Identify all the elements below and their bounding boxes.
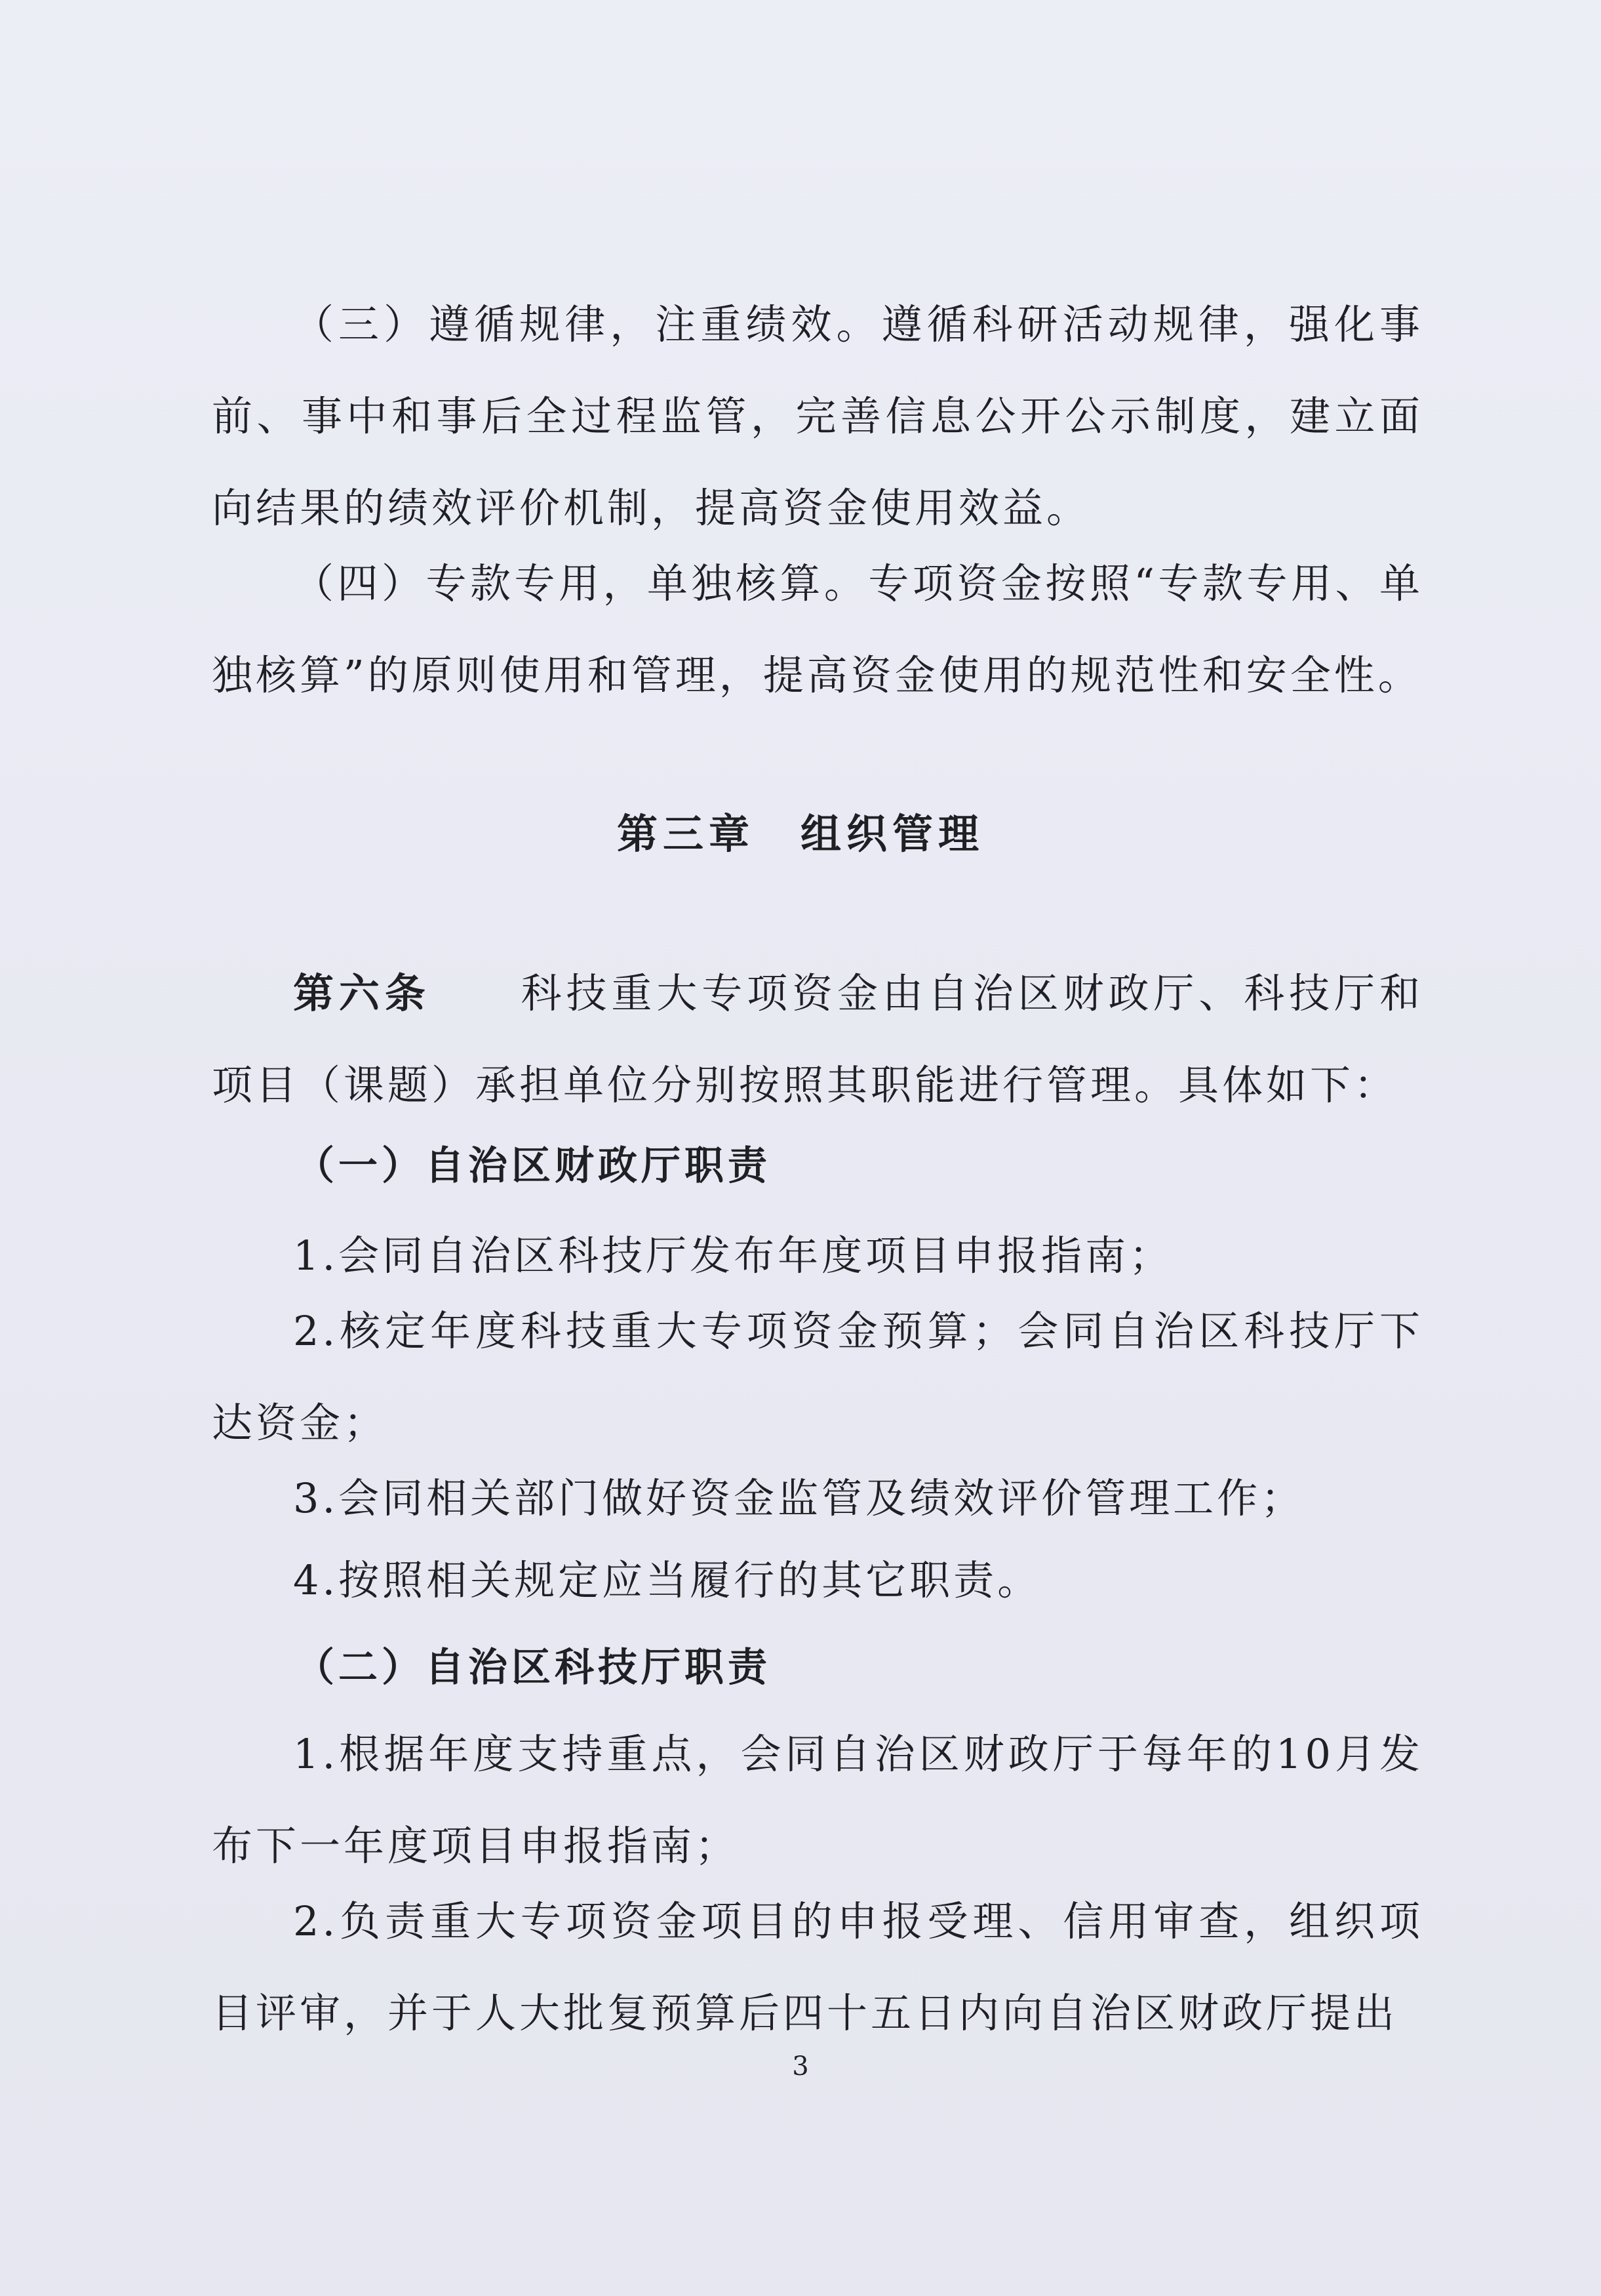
section-1-item-1: 1.会同自治区科技厅发布年度项目申报指南； — [293, 1232, 1174, 1279]
chapter-title: 第三章 组织管理 — [616, 810, 984, 858]
paragraph-principle-3: （三）遵循规律，注重绩效。遵循科研活动规律，强化事前、事中和事后全过程监管，完善信息公开公示制度，建立面向结果的绩效评价机制，提高资金使用效益。 — [212, 300, 1423, 532]
section-2-item-2: 2.负责重大专项资金项目的申报受理、信用审查，组织项目评审，并于人大批复预算后四十五日内向自治区财政厅提出 — [212, 1897, 1423, 2037]
section-2-heading: （二）自治区科技厅职责 — [295, 1645, 771, 1691]
section-1-item-4: 4.按照相关规定应当履行的其它职责。 — [293, 1556, 1042, 1604]
page-number: 3 — [792, 2051, 809, 2082]
section-2-item-1: 1.根据年度支持重点，会同自治区财政厅于每年的10月发布下一年度项目申报指南； — [212, 1730, 1423, 1870]
article-6 — [212, 948, 1423, 1131]
section-1-heading: （一）自治区财政厅职责 — [295, 1143, 771, 1189]
paragraph-principle-4: （四）专款专用，单独核算。专项资金按照“专款专用、单独核算”的原则使用和管理，提高资金使用的规范性和安全性。 — [212, 559, 1423, 699]
article-6-text: 科技重大专项资金由自治区财政厅、科技厅和项目（课题）承担单位分别按照其职能进行管理。具体如下： — [212, 969, 1423, 1109]
section-1-item-2: 2.核定年度科技重大专项资金预算；会同自治区科技厅下达资金； — [212, 1307, 1423, 1447]
article-6-label: 第六条 — [293, 969, 431, 1017]
section-1-item-3: 3.会同相关部门做好资金监管及绩效评价管理工作； — [293, 1474, 1305, 1522]
